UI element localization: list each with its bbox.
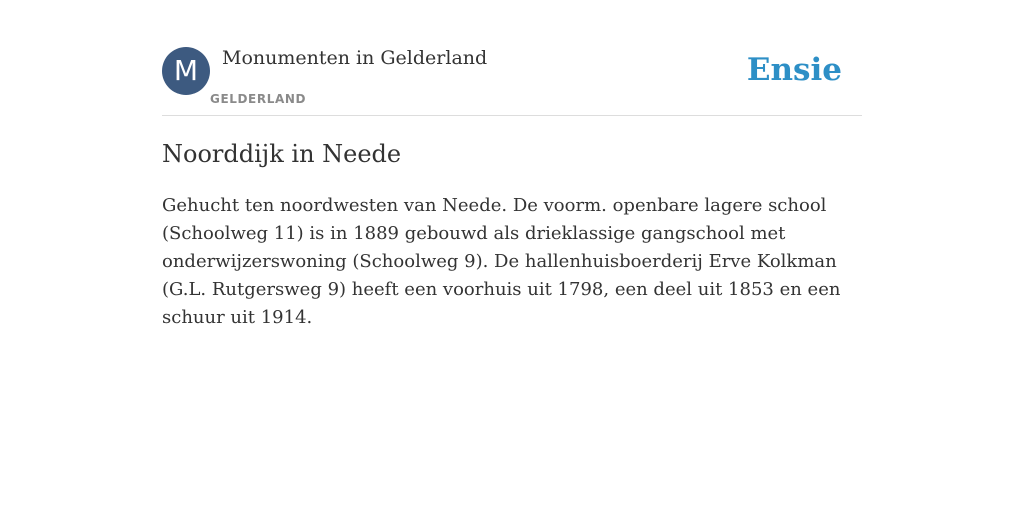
entry-body: Gehucht ten noordwesten van Neede. De voorm. openbare lagere school (Schoolweg 11) is in 1889 gebouwd als drieklassige gangschool met onderwijzerswoning (Schoolweg 9). De hallenhuisboerderij Erve Kolkman (G.L. Rutgersweg 9) heeft een voorhuis uit 1798, een deel uit 1853 en een schuur uit 1914. xyxy=(162,195,841,328)
avatar[interactable]: M xyxy=(162,47,210,95)
source-subtitle: GELDERLAND xyxy=(210,92,307,106)
ensie-logo[interactable]: Ensie xyxy=(746,52,842,88)
entry-title: Noorddijk in Neede xyxy=(162,140,402,168)
entry-header xyxy=(162,46,862,116)
source-title-link[interactable]: Monumenten in Gelderland xyxy=(222,47,488,69)
